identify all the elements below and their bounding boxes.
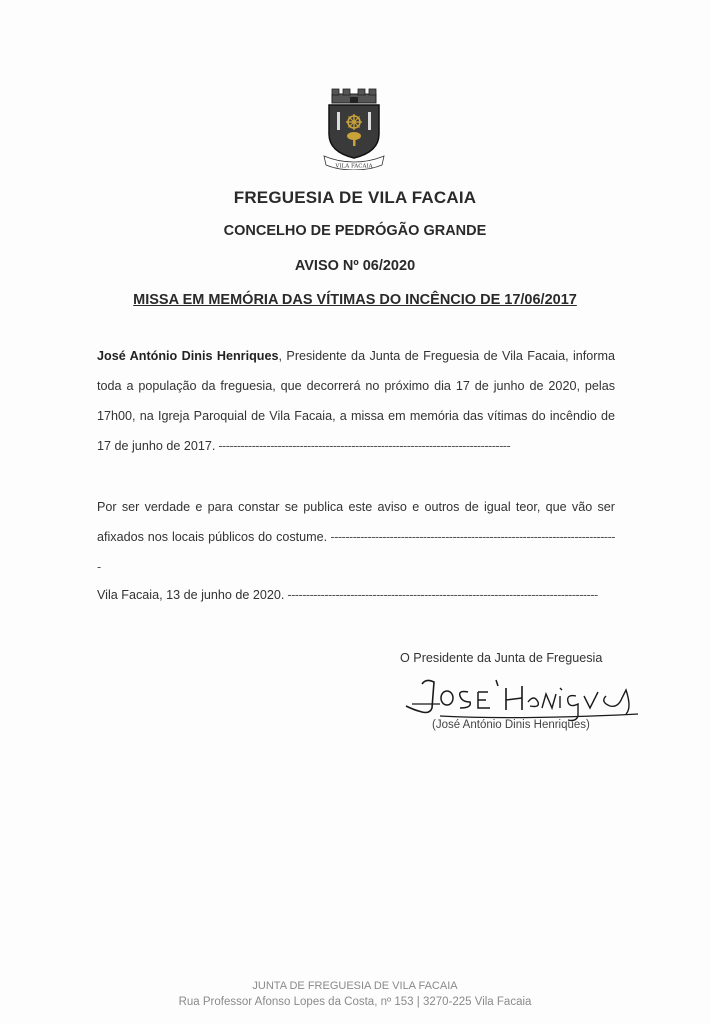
footer-address: Rua Professor Afonso Lopes da Costa, nº 153 | 3270-225 Vila Facaia bbox=[178, 996, 532, 1008]
council-title: CONCELHO DE PEDRÓGÃO GRANDE bbox=[223, 223, 487, 239]
organization-title: FREGUESIA DE VILA FACAIA bbox=[233, 188, 477, 207]
date-text: Vila Facaia, 13 de junho de 2020. bbox=[97, 588, 285, 602]
signatory-title: O Presidente da Junta de Freguesia bbox=[400, 651, 603, 665]
notice-paragraph-2 bbox=[97, 492, 615, 582]
paragraph-1-text: , Presidente da Junta de Freguesia de Vila Facaia, informa toda a população da freguesia, que decorrerá no próximo dia 17 de junho de 2020, pelas 17h00, na Igreja Paroquial de Vila Facaia, a missa em memória das vítimas do incêndio de 17 de junho de 2017. bbox=[97, 349, 615, 453]
notice-subject: MISSA EM MEMÓRIA DAS VÍTIMAS DO INCÊNCIO DE 17/06/2017 bbox=[133, 292, 577, 308]
signatory-name: (José António Dinis Henriques) bbox=[432, 719, 590, 731]
notice-number: AVISO Nº 06/2020 bbox=[294, 258, 416, 274]
footer-organization: JUNTA DE FREGUESIA DE VILA FACAIA bbox=[252, 980, 458, 992]
paragraph-2-text: Por ser verdade e para constar se publica este aviso e outros de igual teor, que vão ser afixados nos locais públicos do costume. bbox=[97, 500, 615, 544]
notice-date-line bbox=[97, 580, 615, 610]
president-name: José António Dinis Henriques bbox=[97, 349, 279, 363]
notice-paragraph-1 bbox=[97, 341, 615, 461]
parish-crest-icon bbox=[320, 88, 388, 170]
paragraph-1-dashes: ------------------------------------------------------------------------------- bbox=[215, 439, 511, 453]
paragraph-2-dashes: ------------------------------------------------------------------------------ bbox=[97, 530, 615, 574]
crest-motto: VILA FACAIA bbox=[335, 163, 373, 170]
date-dashes: ------------------------------------------------------------------------------------ bbox=[284, 588, 598, 602]
